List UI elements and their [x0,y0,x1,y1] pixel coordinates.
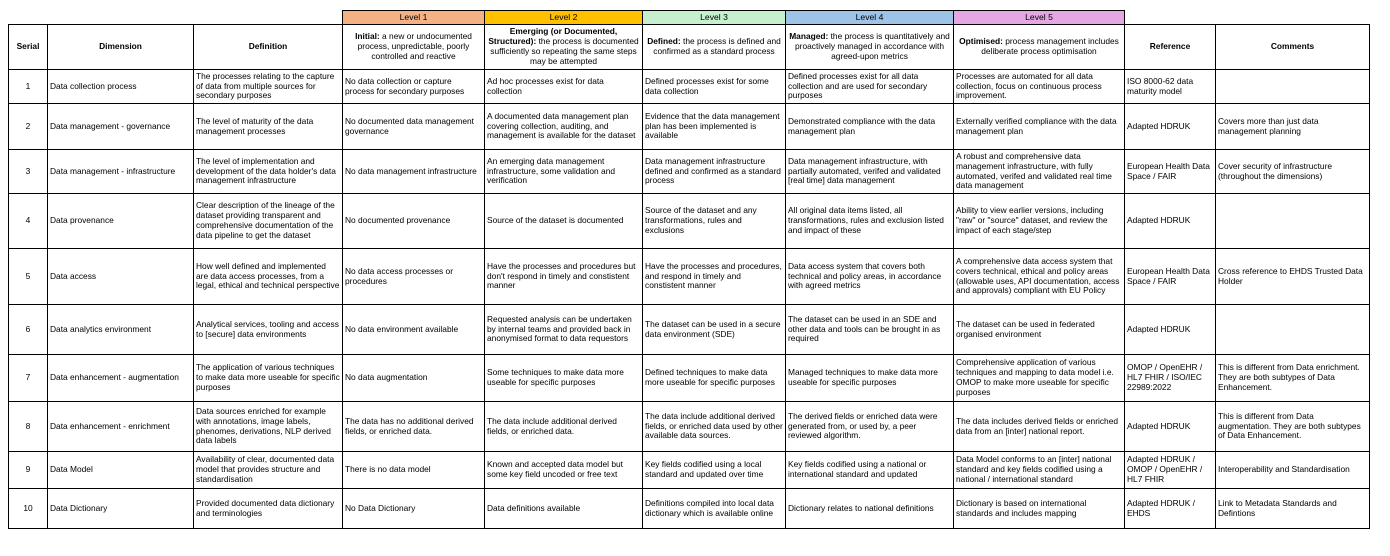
level-1-cell: No data access processes or procedures [343,249,485,305]
header-comments: Comments [1216,25,1370,70]
dimension-cell: Data management - governance [48,104,194,150]
table-row [9,150,1370,194]
level-2-definition: Emerging (or Documented, Structured): the process is documented sufficiently so repeating the same steps may be attempted [485,25,643,70]
definition-cell: Provided documented data dictionary and terminologies [194,489,343,529]
header-serial: Serial [9,25,48,70]
level-1-cell: No documented provenance [343,194,485,249]
table-row [9,194,1370,249]
level-2-cell: An emerging data management infrastructure, some validation and verification [485,150,643,194]
serial-cell: 5 [9,249,48,305]
comments-cell: Cross reference to EHDS Trusted Data Holder [1216,249,1370,305]
serial-cell: 10 [9,489,48,529]
serial-cell: 3 [9,150,48,194]
level-3-definition: Defined: the process is defined and confirmed as a standard process [643,25,786,70]
dimension-cell: Data Model [48,452,194,489]
maturity-table [8,10,1370,529]
level-3-cell: Source of the dataset and any transformations, rules and exclusions [643,194,786,249]
level-2-cell: Data definitions available [485,489,643,529]
reference-cell: Adapted HDRUK / EHDS [1125,489,1216,529]
header-definition: Definition [194,25,343,70]
table-row [9,402,1370,452]
level-1-cell: No documented data management governance [343,104,485,150]
reference-cell: Adapted HDRUK [1125,194,1216,249]
level-1-cell: No data management infrastructure [343,150,485,194]
level-4-cell: The dataset can be used in an SDE and other data and tools can be brought in as required [786,305,954,355]
definition-cell: How well defined and implemented are data access processes, from a legal, ethical and technical perspective [194,249,343,305]
level-5-cell: Ability to view earlier versions, including "raw" or "source" dataset, and review the impact of each stage/step [954,194,1125,249]
serial-cell: 1 [9,70,48,104]
dimension-cell: Data enhancement - augmentation [48,355,194,402]
level-1-label: Level 1 [343,11,485,25]
header-dimension: Dimension [48,25,194,70]
dimension-cell: Data access [48,249,194,305]
level-2-cell: Known and accepted data model but some key field uncoded or free text [485,452,643,489]
level-5-cell: A robust and comprehensive data management infrastructure, with fully automated, verifed and validated real time data management [954,150,1125,194]
comments-cell [1216,194,1370,249]
level-1-cell: No data environment available [343,305,485,355]
definition-cell: The level of maturity of the data management processes [194,104,343,150]
level-1-cell: No data collection or capture process for secondary purposes [343,70,485,104]
level-4-cell: The derived fields or enriched data were generated from, or used by, a peer reviewed algorithm. [786,402,954,452]
level-4-label: Level 4 [786,11,954,25]
level-1-cell: There is no data model [343,452,485,489]
dimension-cell: Data management - infrastructure [48,150,194,194]
comments-cell: Link to Metadata Standards and Defintions [1216,489,1370,529]
table-row [9,104,1370,150]
level-4-cell: Data access system that covers both technical and policy areas, in accordance with agreed metrics [786,249,954,305]
reference-cell: ISO 8000-62 data maturity model [1125,70,1216,104]
level-5-cell: Dictionary is based on international standards and includes mapping [954,489,1125,529]
level-4-cell: Managed techniques to make data more useable for specific purposes [786,355,954,402]
level-5-cell: Processes are automated for all data collection, focus on continuous process improvement. [954,70,1125,104]
level-3-cell: Data management infrastructure defined and confirmed as a standard process [643,150,786,194]
level-5-cell: The data includes derived fields or enriched data from an [inter] national report. [954,402,1125,452]
level-3-cell: Defined processes exist for some data collection [643,70,786,104]
dimension-cell: Data analytics environment [48,305,194,355]
definition-cell: Analytical services, tooling and access to [secure] data environments [194,305,343,355]
table-row [9,305,1370,355]
serial-cell: 2 [9,104,48,150]
dimension-cell: Data enhancement - enrichment [48,402,194,452]
table-row [9,249,1370,305]
comments-cell [1216,305,1370,355]
table-row [9,70,1370,104]
level-4-cell: Demonstrated compliance with the data management plan [786,104,954,150]
level-1-cell: No data augmentation [343,355,485,402]
level-5-cell: Externally verified compliance with the data management plan [954,104,1125,150]
comments-cell: This is different from Data augmentation. They are both subtypes of Data Enhancement. [1216,402,1370,452]
maturity-model-sheet [8,10,1370,529]
level-3-cell: Have the processes and procedures, and respond in timely and constistent manner [643,249,786,305]
reference-cell: European Health Data Space / FAIR [1125,150,1216,194]
level-1-cell: The data has no additional derived fields, or enriched data. [343,402,485,452]
level-4-cell: Key fields codified using a national or international standard and updated [786,452,954,489]
serial-cell: 8 [9,402,48,452]
level-5-cell: Data Model conforms to an [inter] national standard and key fields codified using a national / international standard [954,452,1125,489]
reference-cell: Adapted HDRUK [1125,104,1216,150]
level-2-cell: A documented data management plan covering collection, auditing, and management is available for the dataset [485,104,643,150]
header-reference: Reference [1125,25,1216,70]
level-2-cell: Source of the dataset is documented [485,194,643,249]
level-5-definition: Optimised: process management includes deliberate process optimisation [954,25,1125,70]
level-3-label: Level 3 [643,11,786,25]
definition-cell: The application of various techniques to make data more useable for specific purposes [194,355,343,402]
level-2-cell: The data include additional derived fields, or enriched data. [485,402,643,452]
level-4-cell: Defined processes exist for all data collection and are used for secondary purposes [786,70,954,104]
reference-cell: Adapted HDRUK / OMOP / OpenEHR / HL7 FHIR [1125,452,1216,489]
level-5-label: Level 5 [954,11,1125,25]
level-3-cell: The dataset can be used in a secure data environment (SDE) [643,305,786,355]
dimension-cell: Data Dictionary [48,489,194,529]
comments-cell: Interoperability and Standardisation [1216,452,1370,489]
serial-cell: 6 [9,305,48,355]
level-4-cell: Data management infrastructure, with partially automated, verifed and validated [real time] data management [786,150,954,194]
level-label-row [9,11,1370,25]
comments-cell: Covers more than just data management planning [1216,104,1370,150]
level-3-cell: Definitions compiled into local data dictionary which is available online [643,489,786,529]
serial-cell: 7 [9,355,48,402]
level-5-cell: Comprehensive application of various techniques and mapping to data model i.e. OMOP to make more useable for specific purposes [954,355,1125,402]
level-2-cell: Some techniques to make data more useable for specific purposes [485,355,643,402]
comments-cell [1216,70,1370,104]
dimension-cell: Data collection process [48,70,194,104]
level-1-definition: Initial: a new or undocumented process, unpredictable, poorly controlled and reactive [343,25,485,70]
serial-cell: 9 [9,452,48,489]
reference-cell: OMOP / OpenEHR / HL7 FHIR / ISO/IEC 22989:2022 [1125,355,1216,402]
definition-cell: Data sources enriched for example with annotations, image labels, phenomes, derivations, NLP derived data labels [194,402,343,452]
reference-cell: European Health Data Space / FAIR [1125,249,1216,305]
definition-cell: Availability of clear, documented data model that provides structure and standardisation [194,452,343,489]
definition-cell: Clear description of the lineage of the dataset providing transparent and comprehensive documentation of the data pipeline to get the dataset [194,194,343,249]
level-3-cell: Evidence that the data management plan has been implemented is available [643,104,786,150]
level-2-cell: Requested analysis can be undertaken by internal teams and provided back in anonymised format to data requestors [485,305,643,355]
level-2-cell: Have the processes and procedures but don't respond in timely and constistent manner [485,249,643,305]
level-1-cell: No Data Dictionary [343,489,485,529]
table-row [9,452,1370,489]
table-row [9,489,1370,529]
level-4-cell: All original data items listed, all transformations, rules and exclusion listed and impact of these [786,194,954,249]
definition-cell: The processes relating to the capture of data from multiple sources for secondary purposes [194,70,343,104]
definition-cell: The level of implementation and development of the data holder's data management infrastructure [194,150,343,194]
reference-cell: Adapted HDRUK [1125,402,1216,452]
comments-cell: Cover security of infrastructure (throughout the dimensions) [1216,150,1370,194]
level-3-cell: Key fields codified using a local standard and updated over time [643,452,786,489]
dimension-cell: Data provenance [48,194,194,249]
level-3-cell: Defined techniques to make data more useable for specific purposes [643,355,786,402]
level-5-cell: A comprehensive data access system that covers technical, ethical and policy areas (allowable uses, API documentation, access and approvals) compliant with EU Policy [954,249,1125,305]
header-row [9,25,1370,70]
level-2-label: Level 2 [485,11,643,25]
level-4-cell: Dictionary relates to national definitions [786,489,954,529]
table-row [9,355,1370,402]
level-2-cell: Ad hoc processes exist for data collection [485,70,643,104]
level-4-definition: Managed: the process is quantitatively and proactively managed in accordance with agreed-upon metrics [786,25,954,70]
serial-cell: 4 [9,194,48,249]
reference-cell: Adapted HDRUK [1125,305,1216,355]
level-5-cell: The dataset can be used in federated organised environment [954,305,1125,355]
comments-cell: This is different from Data enrichment. They are both subtypes of Data Enhancement. [1216,355,1370,402]
level-3-cell: The data include additional derived fields, or enriched data used by other available data sources. [643,402,786,452]
